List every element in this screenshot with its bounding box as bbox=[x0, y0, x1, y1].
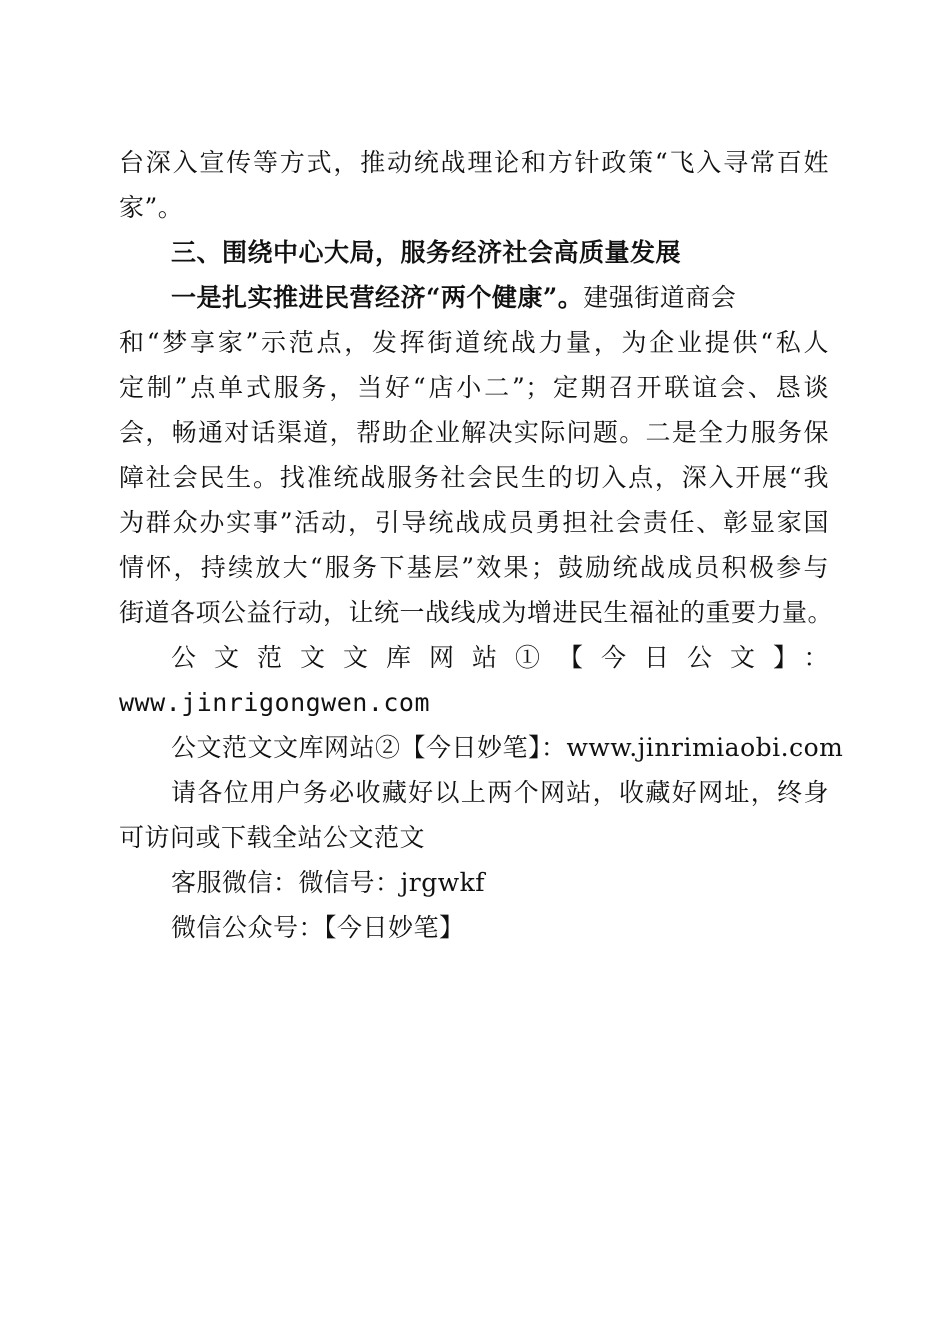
subheading-text: 一是扎实推进民营经济“两个健康”。 bbox=[171, 283, 584, 312]
website-line-2: 公文范文文库网站②【今日妙笔】：www.jinrimiaobi.com bbox=[171, 733, 844, 762]
notice-line: 请各位用户务必收藏好以上两个网站，收藏好网址，终身 bbox=[171, 778, 829, 807]
notice-line: 可访问或下载全站公文范文 bbox=[119, 823, 426, 852]
customer-service-wechat: 客服微信：微信号：jrgwkf bbox=[171, 868, 486, 897]
body-text-line: 情怀，持续放大“服务下基层”效果；鼓励统战成员积极参与 bbox=[119, 553, 829, 582]
body-text-line: 障社会民生。找准统战服务社会民生的切入点，深入开展“我 bbox=[119, 463, 829, 492]
website-line-1: 公文范文文库网站①【今日公文】： bbox=[171, 643, 829, 672]
body-text-line: 和“梦享家”示范点，发挥街道统战力量，为企业提供“私人 bbox=[119, 328, 829, 357]
body-text-line: 会，畅通对话渠道，帮助企业解决实际问题。二是全力服务保 bbox=[119, 418, 829, 447]
website-url-1[interactable]: www.jinrigongwen.com bbox=[119, 688, 431, 717]
wechat-public-account: 微信公众号：【今日妙笔】 bbox=[171, 913, 465, 942]
body-text-line: 台深入宣传等方式，推动统战理论和方针政策“飞入寻常百姓 bbox=[119, 148, 829, 177]
body-text-line: 为群众办实事”活动，引导统战成员勇担社会责任、彰显家国 bbox=[119, 508, 829, 537]
body-text-line: 定制”点单式服务，当好“店小二”；定期召开联谊会、恳谈 bbox=[119, 373, 829, 402]
body-text-line: 街道各项公益行动，让统一战线成为增进民生福祉的重要力量。 bbox=[119, 598, 834, 627]
body-text-line bbox=[171, 283, 829, 313]
body-text: 建强街道商会 bbox=[583, 283, 737, 312]
body-text-line: 家”。 bbox=[119, 193, 184, 222]
section-heading: 三、围绕中心大局，服务经济社会高质量发展 bbox=[171, 238, 682, 267]
